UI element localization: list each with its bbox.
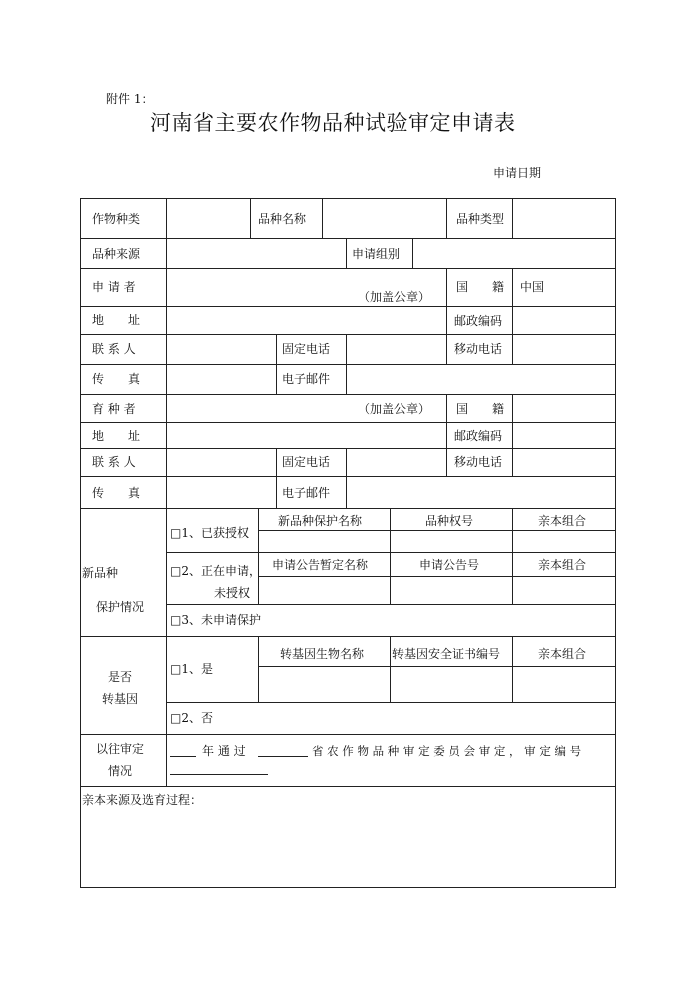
applicant-label: 申 请 者 <box>92 280 136 294</box>
previous-province-blank[interactable] <box>258 756 308 757</box>
breeder-label: 育 种 者 <box>92 402 136 416</box>
breeder-fax-label: 传 真 <box>92 486 141 500</box>
applicant-fax-label: 传 真 <box>92 372 141 386</box>
applicant-contact-label: 联 系 人 <box>92 342 136 356</box>
previous-year-text: 年 通 过 <box>202 744 246 758</box>
breeder-address-field[interactable] <box>167 423 445 447</box>
announcement-header-name: 申请公告暂定名称 <box>272 558 369 572</box>
transgenic-label-line1: 是否 <box>108 670 133 684</box>
variety-source-field[interactable] <box>167 239 345 267</box>
previous-approval-number-blank[interactable] <box>170 774 268 775</box>
applicant-landline-label: 固定电话 <box>282 342 331 356</box>
announcement-no-field[interactable] <box>391 577 511 603</box>
breeder-contact-field[interactable] <box>167 449 275 475</box>
protection-right-no-field[interactable] <box>391 531 511 551</box>
breeder-fax-field[interactable] <box>167 477 275 507</box>
protection-label-line1: 新品种 <box>82 566 119 580</box>
transgenic-label-line2: 转基因 <box>102 692 139 706</box>
origin-text-area[interactable] <box>81 810 614 886</box>
previous-approval-text: 省 农 作 物 品 种 审 定 委 员 会 审 定 ， 审 定 编 号 <box>312 744 582 758</box>
crop-type-field[interactable] <box>167 199 249 237</box>
applicant-country-label: 国 籍 <box>456 280 505 294</box>
applicant-address-label: 地 址 <box>92 313 141 327</box>
applicant-address-field[interactable] <box>167 307 445 333</box>
protection-name-field[interactable] <box>259 531 389 551</box>
applicant-country-value: 中国 <box>520 280 545 294</box>
variety-source-label: 品种来源 <box>92 247 141 261</box>
breeder-email-field[interactable] <box>347 477 614 507</box>
previous-label-line2: 情况 <box>108 764 133 778</box>
transgenic-header-name: 转基因生物名称 <box>280 647 365 661</box>
transgenic-header-cert: 转基因安全证书编号 <box>392 647 501 661</box>
variety-type-label: 品种类型 <box>456 212 505 226</box>
applicant-postal-field[interactable] <box>513 307 614 333</box>
protection-parents-field[interactable] <box>513 531 614 551</box>
protection-option-granted[interactable]: □1、已获授权 <box>170 526 249 540</box>
breeder-mobile-label: 移动电话 <box>454 455 503 469</box>
attachment-label: 附件 1： <box>106 92 154 106</box>
breeder-seal-note: （加盖公章） <box>358 402 431 416</box>
apply-group-field[interactable] <box>413 239 614 267</box>
apply-date-label: 申请日期 <box>493 166 542 180</box>
page-title: 河南省主要农作物品种试验审定申请表 <box>150 111 516 135</box>
announcement-header-parents: 亲本组合 <box>538 558 587 572</box>
protection-header-parents: 亲本组合 <box>538 514 587 528</box>
breeder-email-label: 电子邮件 <box>282 486 331 500</box>
apply-group-label: 申请组别 <box>352 247 401 261</box>
announcement-name-field[interactable] <box>259 577 389 603</box>
announcement-header-no: 申请公告号 <box>419 558 480 572</box>
protection-header-right-no: 品种权号 <box>425 514 474 528</box>
applicant-fax-field[interactable] <box>167 365 275 393</box>
applicant-email-label: 电子邮件 <box>282 372 331 386</box>
breeder-landline-label: 固定电话 <box>282 455 331 469</box>
variety-type-field[interactable] <box>513 199 614 237</box>
variety-name-label: 品种名称 <box>258 212 307 226</box>
previous-label-line1: 以往审定 <box>96 742 145 756</box>
transgenic-option-yes[interactable]: □1、是 <box>170 662 213 676</box>
protection-label-line2: 保护情况 <box>96 600 145 614</box>
applicant-mobile-field[interactable] <box>513 335 614 363</box>
transgenic-name-field[interactable] <box>259 667 389 701</box>
breeder-mobile-field[interactable] <box>513 449 614 475</box>
applicant-email-field[interactable] <box>347 365 614 393</box>
breeder-landline-field[interactable] <box>347 449 445 475</box>
breeder-address-label: 地 址 <box>92 429 141 443</box>
protection-option-pending-line1[interactable]: □2、正在申请， <box>170 564 261 578</box>
applicant-mobile-label: 移动电话 <box>454 342 503 356</box>
transgenic-header-parents: 亲本组合 <box>538 647 587 661</box>
protection-header-name: 新品种保护名称 <box>278 514 363 528</box>
breeder-contact-label: 联 系 人 <box>92 455 136 469</box>
announcement-parents-field[interactable] <box>513 577 614 603</box>
protection-option-none[interactable]: □3、未申请保护 <box>170 613 261 627</box>
breeder-postal-field[interactable] <box>513 423 614 447</box>
applicant-seal-note: （加盖公章） <box>358 290 431 304</box>
applicant-landline-field[interactable] <box>347 335 445 363</box>
origin-label: 亲本来源及选育过程： <box>82 793 203 807</box>
breeder-country-field[interactable] <box>513 395 614 421</box>
breeder-country-label: 国 籍 <box>456 402 505 416</box>
previous-year-blank[interactable] <box>170 756 196 757</box>
protection-option-pending-line2: 未授权 <box>214 586 251 600</box>
transgenic-parents-field[interactable] <box>513 667 614 701</box>
breeder-postal-label: 邮政编码 <box>454 429 503 443</box>
transgenic-option-no[interactable]: □2、否 <box>170 711 213 725</box>
applicant-postal-label: 邮政编码 <box>454 314 503 328</box>
applicant-contact-field[interactable] <box>167 335 275 363</box>
variety-name-field[interactable] <box>323 199 445 237</box>
crop-type-label: 作物种类 <box>92 212 141 226</box>
transgenic-cert-field[interactable] <box>391 667 511 701</box>
